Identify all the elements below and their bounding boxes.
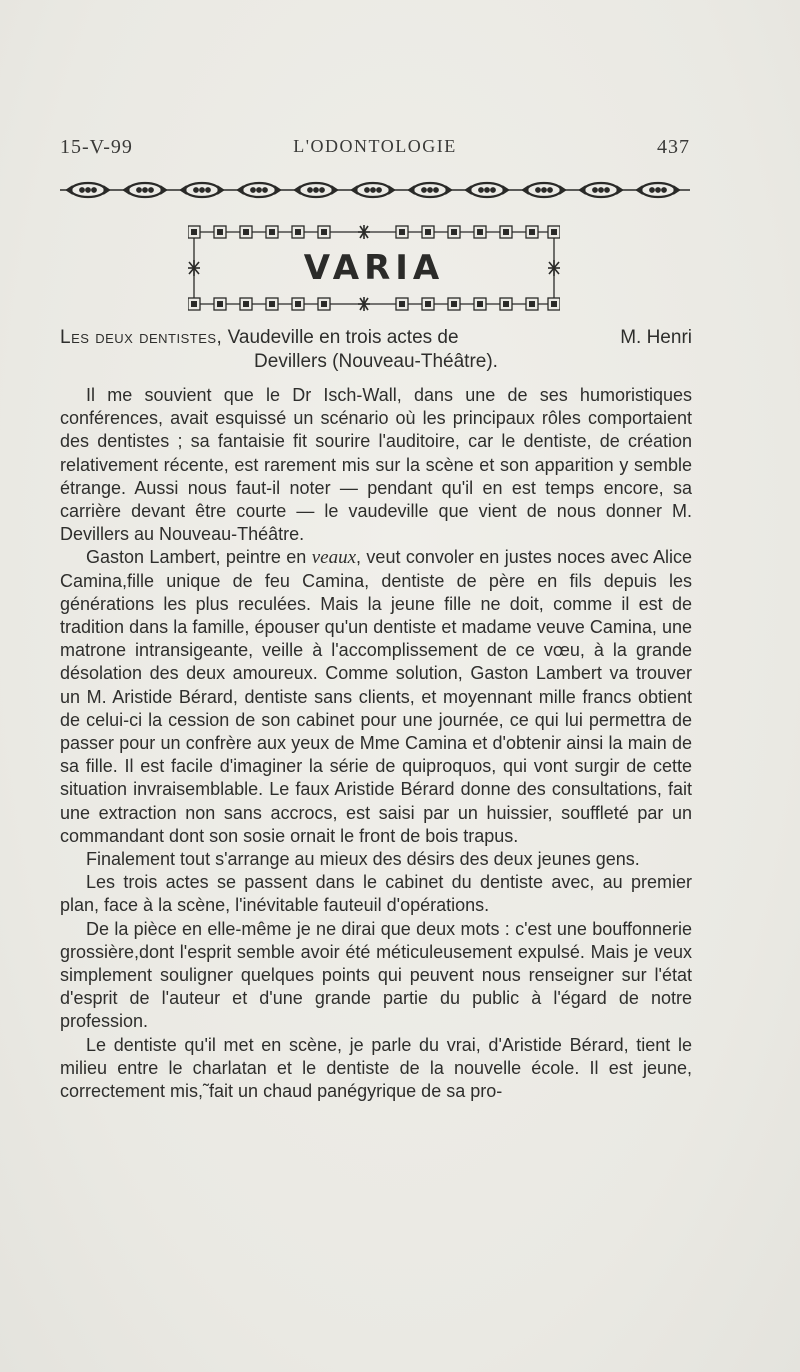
article-body (60, 384, 692, 1103)
header-page-number: 437 (657, 136, 690, 158)
paragraph-4: Les trois actes se passent dans le cabinet du dentiste avec, au premier plan, face à la scène, l'inévitable fauteuil d'opérations. (60, 872, 692, 916)
paragraph-1: Il me souvient que le Dr Isch-Wall, dans une de ses humoristiques conférences, avait esquissé un scénario où les principaux rôles comportaient des dentistes ; sa fantaisie fit sourire l'auditoire, car le dentiste, de création relativement récente, est rarement mis sur la scène et son apparition y semble étrange. Aussi nous faut-il noter — pendant qu'il en est temps encore, sa carrière devant être courte — le vaudeville que vient de nous donner M. Devillers au Nouveau-Théâtre. (60, 385, 692, 545)
article-heading (60, 326, 692, 374)
play-author-theatre: Devillers (Nouveau-Théâtre). (254, 351, 498, 372)
play-genre: Vaudeville en trois actes de (227, 327, 459, 348)
paragraph-2-start: Gaston Lambert, peintre en (86, 547, 312, 568)
section-title: VARIA (303, 248, 445, 288)
header-date: 15-V-99 (60, 136, 133, 158)
paragraph-6: Le dentiste qu'il met en scène, je parle du vrai, d'Aristide Bérard, tient le milieu entre le charlatan et le dentiste de la nouvelle école. Il est jeune, correctement mis,˜fait un chaud panégyrique de sa pro- (60, 1034, 692, 1102)
paragraph-2-italic: veaux (311, 547, 357, 569)
paragraph-2 (60, 546, 692, 848)
paragraph-5: De la pièce en elle-même je ne dirai que deux mots : c'est une bouffonnerie grossière,dont l'esprit semble avoir été méticuleusement expulsé. Mais je veux simplement souligner quelques points qui peuvent nous renseigner sur l'état d'esprit de l'auteur et d'une grande partie du public à l'égard de notre profession. (60, 918, 692, 1032)
play-title: Les deux dentistes, (60, 327, 223, 348)
header-journal-title: L'ODONTOLOGIE (293, 136, 457, 156)
paragraph-3: Finalement tout s'arrange au mieux des désirs des deux jeunes gens. (86, 849, 640, 870)
ornament-band (60, 180, 690, 200)
varia-title-frame (188, 222, 560, 314)
running-header (60, 136, 690, 164)
paragraph-2-rest: , veut convoler en justes noces avec Alice Camina,fille unique de feu Camina, dentiste de père en fils depuis les générations les plus reculées. Mais la jeune fille ne doit, comme il est de tradition dans la famille, épouser qu'un dentiste et madame veuve Camina, une matrone intransigeante, veille à l'accomplissement de ce vœu, à la grande désolation des deux amoureux. Comme solution, Gaston Lambert va trouver un M. Aristide Bérard, dentiste sans clients, et moyennant mille francs obtient de celui-ci la cession de son cabinet pour une journée, ce qui lui permettra de passer pour un confrère aux yeux de Mme Camina et d'obtenir ainsi la main de sa fille. Il est facile d'imaginer la série de quiproquos, qui vont surgir de cette situation invraisemblable. Le faux Aristide Bérard donne des consultations, fait une extraction non sans accrocs, est saisi par un huissier, souffleté par un commandant dont son sosie ornait le front de bois trapus. (60, 547, 692, 846)
play-author-first: M. Henri (620, 327, 692, 348)
